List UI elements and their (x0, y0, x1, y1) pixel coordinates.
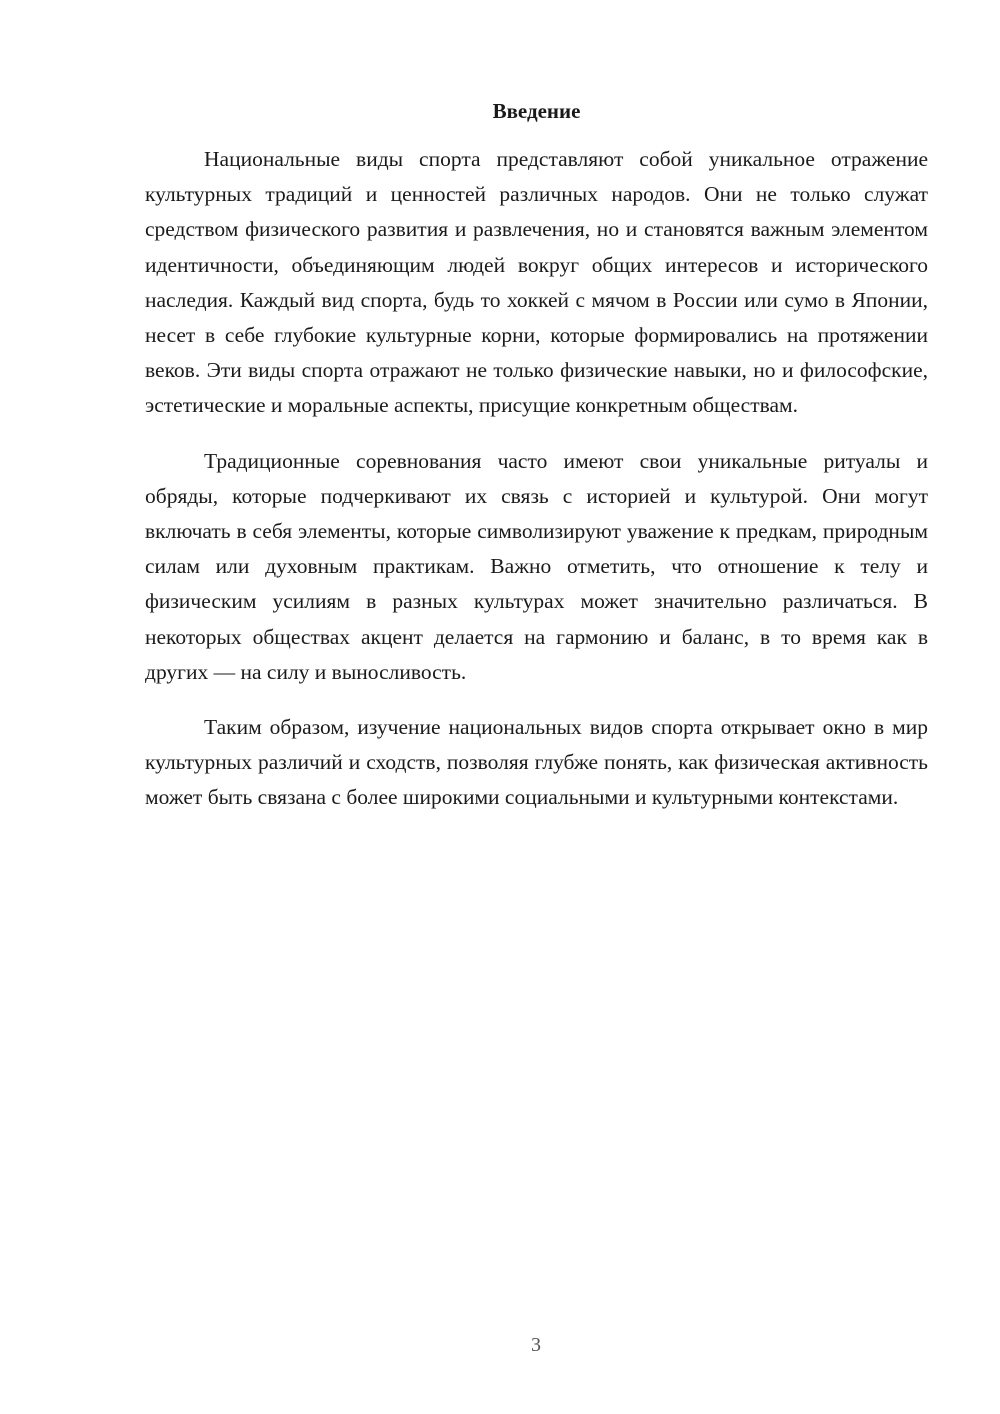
page-title: Введение (492, 99, 581, 123)
paragraph-3: Таким образом, изучение национальных видов спорта открывает окно в мир культурных различий и сходств, позволяя глубже понять, как физическая активность может быть связана с более широкими социальными и культурными контекстами. (145, 715, 928, 810)
body-text (145, 142, 928, 836)
paragraph-1: Национальные виды спорта представляют собой уникальное отражение культурных традиций и ценностей различных народов. Они не только служат средством физического развития и развлечения, но и становятся важным элементом идентичности, объединяющим людей вокруг общих интересов и исторического наследия. Каждый вид спорта, будь то хоккей с мячом в России или сумо в Японии, несет в себе глубокие культурные корни, которые формировались на протяжении веков. Эти виды спорта отражают не только физические навыки, но и философские, эстетические и моральные аспекты, присущие конкретным обществам. (145, 147, 928, 418)
paragraph-2: Традиционные соревнования часто имеют свои уникальные ритуалы и обряды, которые подчеркивают их связь с историей и культурой. Они могут включать в себя элементы, которые символизируют уважение к предкам, природным силам или духовным практикам. Важно отметить, что отношение к телу и физическим усилиям в разных культурах может значительно различаться. В некоторых обществах акцент делается на гармонию и баланс, в то время как в других — на силу и выносливость. (145, 448, 928, 684)
page-number: 3 (531, 1334, 541, 1356)
